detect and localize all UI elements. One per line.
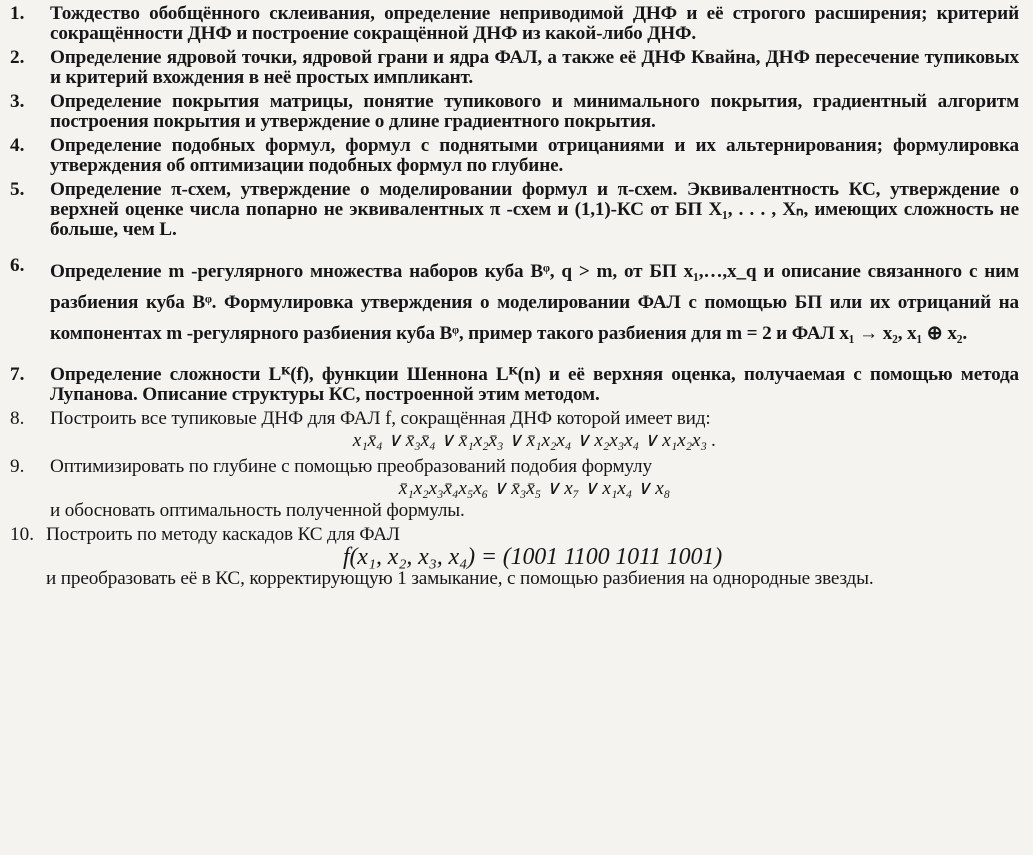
question-text: Определение подобных формул, формул с поднятыми отрицаниями и их альтернирования; формулировка утверждения об оптимизации подобных формул по глубине. [50, 135, 1019, 176]
question-number: 8. [10, 408, 25, 429]
question-number: 4. [10, 135, 25, 156]
question-number: 3. [10, 91, 25, 112]
question-text-after: и обосновать оптимальность полученной формулы. [50, 500, 465, 521]
question-text: Определение ядровой точки, ядровой грани и ядра ФАЛ, а также её ДНФ Квайна, ДНФ пересечение тупиковых и критерий вхождения в неё простых импликант. [50, 47, 1019, 88]
question-6 [10, 256, 1019, 349]
question-8 [10, 409, 1019, 453]
question-text: Определение покрытия матрицы, понятие тупикового и минимального покрытия, градиентный алгоритм построения покрытия и утверждение о длине градиентного покрытия. [50, 91, 1019, 132]
question-text: Определение m -регулярного множества наборов куба Bᵠ, q > m, от БП x₁,…,x_q и описание связанного с ним разбиения куба Bᵠ. Формулировка утверждения о моделировании ФАЛ с помощью БП или их отрицаний на компонентах m -регулярного разбиения куба Bᵠ, пример такого разбиения для m = 2 и ФАЛ x₁ → x₂, x₁ ⊕ x₂. [50, 261, 1019, 344]
question-number: 2. [10, 47, 25, 68]
question-9 [10, 457, 1019, 521]
question-text-after: и преобразовать её в КС, корректирующую 1 замыкание, с помощью разбиения на однородные звезды. [46, 568, 874, 589]
question-5 [10, 180, 1019, 240]
question-text: Оптимизировать по глубине с помощью преобразований подобия формулу [50, 456, 652, 477]
question-number: 9. [10, 456, 25, 477]
question-text: Определение π-схем, утверждение о моделировании формул и π-схем. Эквивалентность КС, утверждение о верхней оценке числа попарно не эквивалентных π -схем и (1,1)-КС от БП X₁, . . . , Xₙ, имеющих сложность не больше, чем L. [50, 179, 1019, 240]
question-number: 6. [10, 255, 25, 276]
question-1 [10, 4, 1019, 44]
question-number: 10. [10, 524, 34, 545]
question-10 [10, 525, 1019, 589]
question-number: 1. [10, 3, 25, 24]
question-2 [10, 48, 1019, 88]
question-3 [10, 92, 1019, 132]
question-text: Построить все тупиковые ДНФ для ФАЛ f, сокращённая ДНФ которой имеет вид: [50, 408, 711, 429]
question-body [50, 457, 1019, 521]
question-text: Определение сложности Lᴷ(f), функции Шеннона Lᴷ(n) и её верхняя оценка, получаемая с помощью метода Лупанова. Описание структуры КС, построенной этим методом. [50, 364, 1019, 405]
question-7 [10, 365, 1019, 405]
question-text: Тождество обобщённого склеивания, определение неприводимой ДНФ и её строгого расширения; критерий сокращённости ДНФ и построение сокращённой ДНФ из какой-либо ДНФ. [50, 3, 1019, 44]
question-body [46, 525, 1019, 589]
question-number: 7. [10, 364, 25, 385]
formula: f(x₁, x₂, x₃, x₄) = (1001 1100 1011 1001) [342, 544, 723, 570]
question-4 [10, 136, 1019, 176]
formula: x̄₁x₂x₃x̄₄x₅x₆ ∨ x̄₃x̄₅ ∨ x₇ ∨ x₁x₄ ∨ x₈ [398, 478, 671, 499]
question-number: 5. [10, 179, 25, 200]
question-text: Построить по методу каскадов КС для ФАЛ [46, 524, 400, 545]
spacer [10, 244, 1019, 256]
question-body [50, 409, 1019, 453]
formula: x₁x̄₄ ∨ x̄₃x̄₄ ∨ x̄₁x₂x̄₃ ∨ x̄₁x₂x₄ ∨ x₂x₃x₄ ∨ x₁x₂x₃ . [352, 430, 717, 451]
